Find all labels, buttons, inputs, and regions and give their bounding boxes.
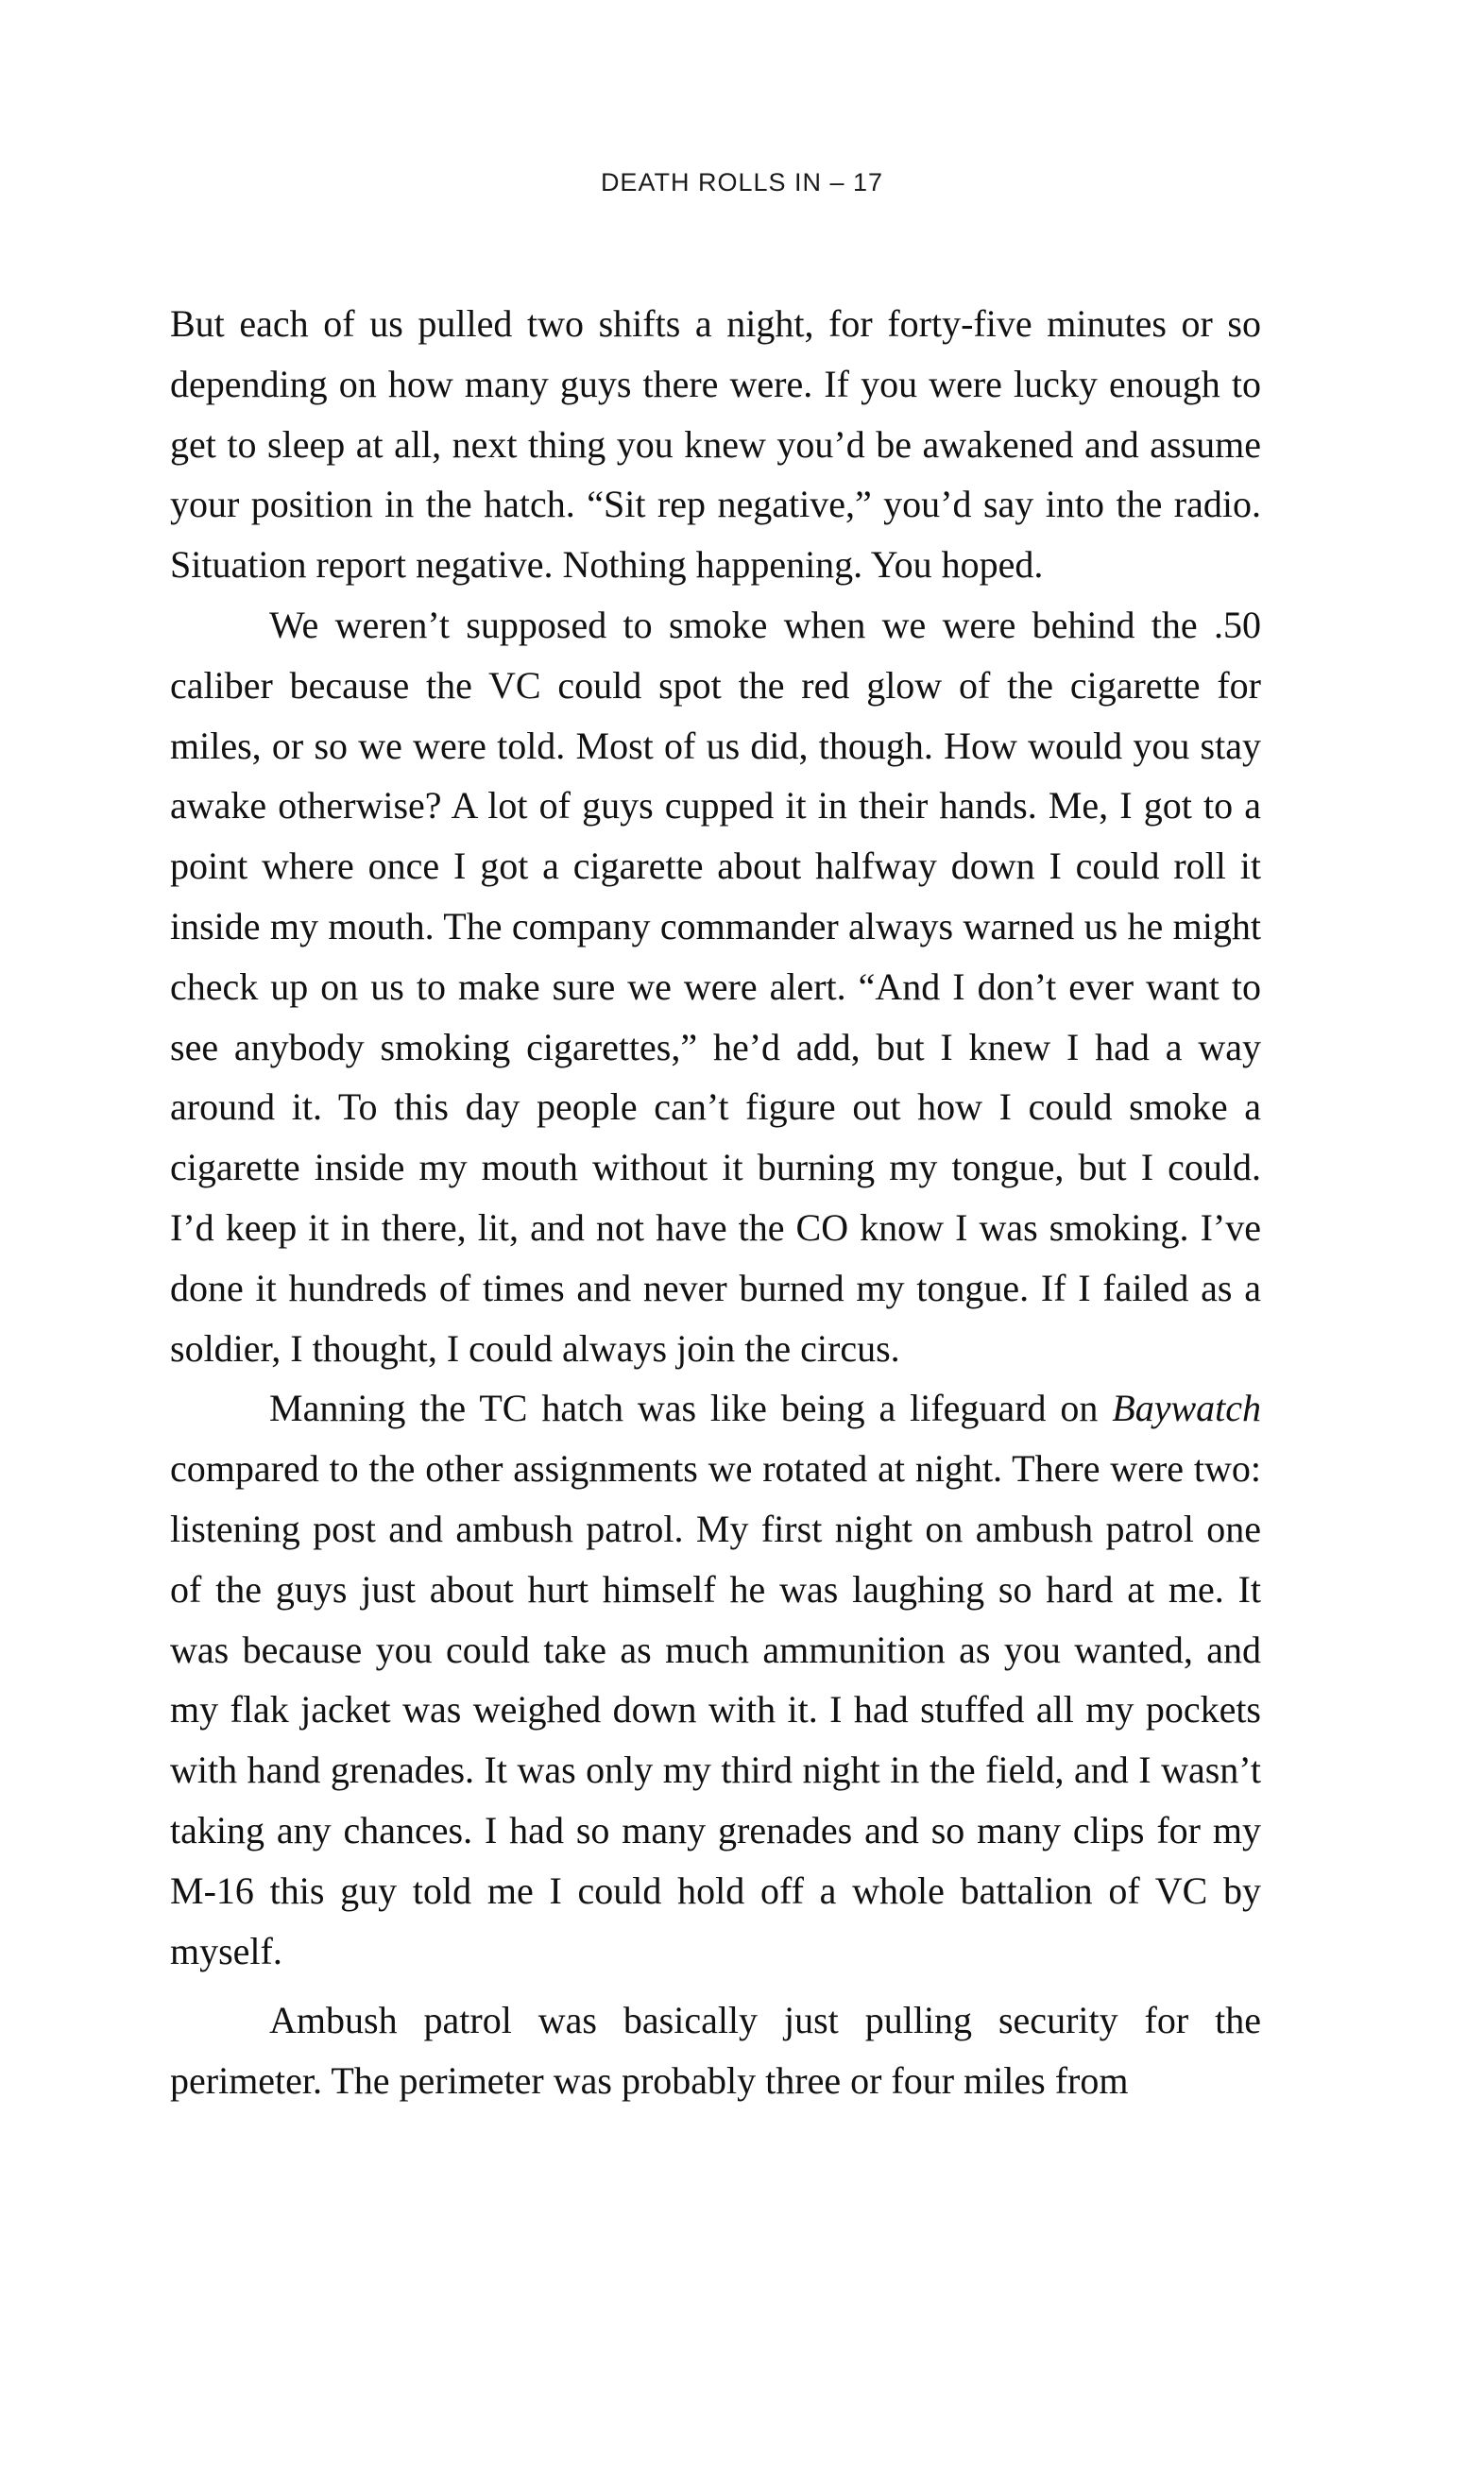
- paragraph-2: We weren’t supposed to smoke when we were behind the .50 caliber because the VC could spot the red glow of the cigarette for miles, or so we were told. Most of us did, though. How would you stay awake otherwise? A lot of guys cupped it in their hands. Me, I got to a point where once I got a cigarette about halfway down I could roll it inside my mouth. The company commander always warned us he might check up on us to make sure we were alert. “And I don’t ever want to see anybody smoking cigarettes,” he’d add, but I knew I had a way around it. To this day people can’t figure out how I could smoke a cigarette inside my mouth without it burning my tongue, but I could. I’d keep it in there, lit, and not have the CO know I was smoking. I’ve done it hundreds of times and never burned my tongue. If I failed as a soldier, I thought, I could always join the circus.: [170, 603, 1261, 1370]
- paragraph-3: [170, 1378, 1261, 1981]
- paragraph-3-text-before: Manning the TC hatch was like being a lifeguard on: [269, 1387, 1113, 1430]
- paragraph-3-text-after: compared to the other assignments we rotated at night. There were two: listening post and ambush patrol. My first night on ambush patrol one of the guys just about hurt himself he was laughing so hard at me. It was because you could take as much ammunition as you wanted, and my flak jacket was weighed down with it. I had stuffed all my pockets with hand grenades. It was only my third night in the field, and I wasn’t taking any chances. I had so many grenades and so many clips for my M-16 this guy told me I could hold off a whole battalion of VC by myself.: [170, 1447, 1261, 1972]
- body-text: [170, 294, 1261, 2111]
- paragraph-4: Ambush patrol was basically just pulling security for the perimeter. The perimeter was probably three or four miles from: [170, 1999, 1261, 2103]
- running-head: DEATH ROLLS IN – 17: [600, 168, 884, 196]
- paragraph-3-italic-title: Baywatch: [1112, 1387, 1261, 1430]
- paragraph-1: But each of us pulled two shifts a night, for forty-five minutes or so depending on how many guys there were. If you were lucky enough to get to sleep at all, next thing you knew you’d be awakened and assume your position in the hatch. “Sit rep negative,” you’d say into the radio. Situation report negative. Nothing happening. You hoped.: [170, 302, 1261, 587]
